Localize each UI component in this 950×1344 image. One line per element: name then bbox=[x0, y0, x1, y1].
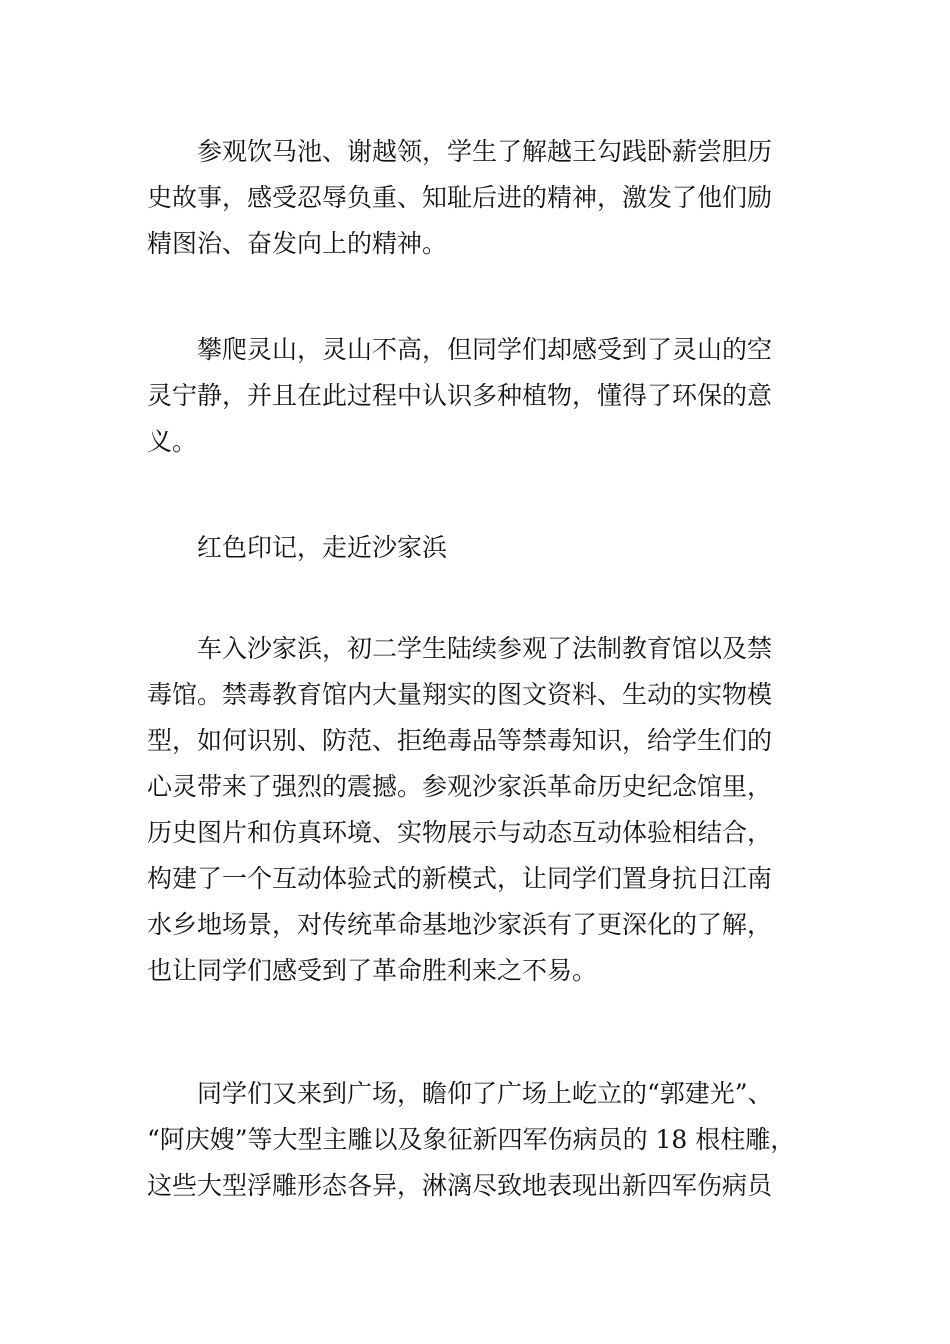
paragraph-line: 车入沙家浜，初二学生陆续参观了法制教育馆以及禁 bbox=[197, 634, 773, 663]
paragraph-line: 义。 bbox=[147, 427, 198, 456]
paragraph-shajiabang-visit bbox=[147, 626, 812, 994]
paragraph-line: 同学们又来到广场，瞻仰了广场上屹立的“郭建光”、 bbox=[197, 1079, 773, 1108]
paragraph-line: 历史图片和仿真环境、实物展示与动态互动体验相结合， bbox=[147, 818, 773, 847]
paragraph-line: 精图治、奋发向上的精神。 bbox=[147, 229, 448, 258]
paragraph-line: 构建了一个互动体验式的新模式，让同学们置身抗日江南 bbox=[147, 864, 773, 893]
paragraph-lingshan bbox=[147, 327, 812, 465]
section-heading: 红色印记，走近沙家浜 bbox=[197, 533, 448, 562]
paragraph-line: 史故事，感受忍辱负重、知耻后进的精神，激发了他们励 bbox=[147, 183, 773, 212]
section-heading-shajiabang bbox=[147, 525, 812, 571]
paragraph-line: 水乡地场景，对传统革命基地沙家浜有了更深化的了解， bbox=[147, 910, 773, 939]
paragraph-yinmachi bbox=[147, 129, 812, 267]
paragraph-line: 灵宁静，并且在此过程中认识多种植物，懂得了环保的意 bbox=[147, 381, 773, 410]
paragraph-square bbox=[147, 1071, 812, 1209]
paragraph-line: 心灵带来了强烈的震撼。参观沙家浜革命历史纪念馆里， bbox=[147, 772, 773, 801]
paragraph-line: 这些大型浮雕形态各异，淋漓尽致地表现出新四军伤病员 bbox=[147, 1171, 773, 1200]
paragraph-line: “阿庆嫂”等大型主雕以及象征新四军伤病员的 18 根柱雕， bbox=[147, 1125, 796, 1154]
paragraph-line: 毒馆。禁毒教育馆内大量翔实的图文资料、生动的实物模 bbox=[147, 680, 773, 709]
paragraph-line: 型，如何识别、防范、拒绝毒品等禁毒知识，给学生们的 bbox=[147, 726, 773, 755]
paragraph-line: 也让同学们感受到了革命胜利来之不易。 bbox=[147, 956, 598, 985]
paragraph-line: 参观饮马池、谢越领，学生了解越王勾践卧薪尝胆历 bbox=[197, 137, 773, 166]
paragraph-line: 攀爬灵山，灵山不高，但同学们却感受到了灵山的空 bbox=[197, 335, 773, 364]
